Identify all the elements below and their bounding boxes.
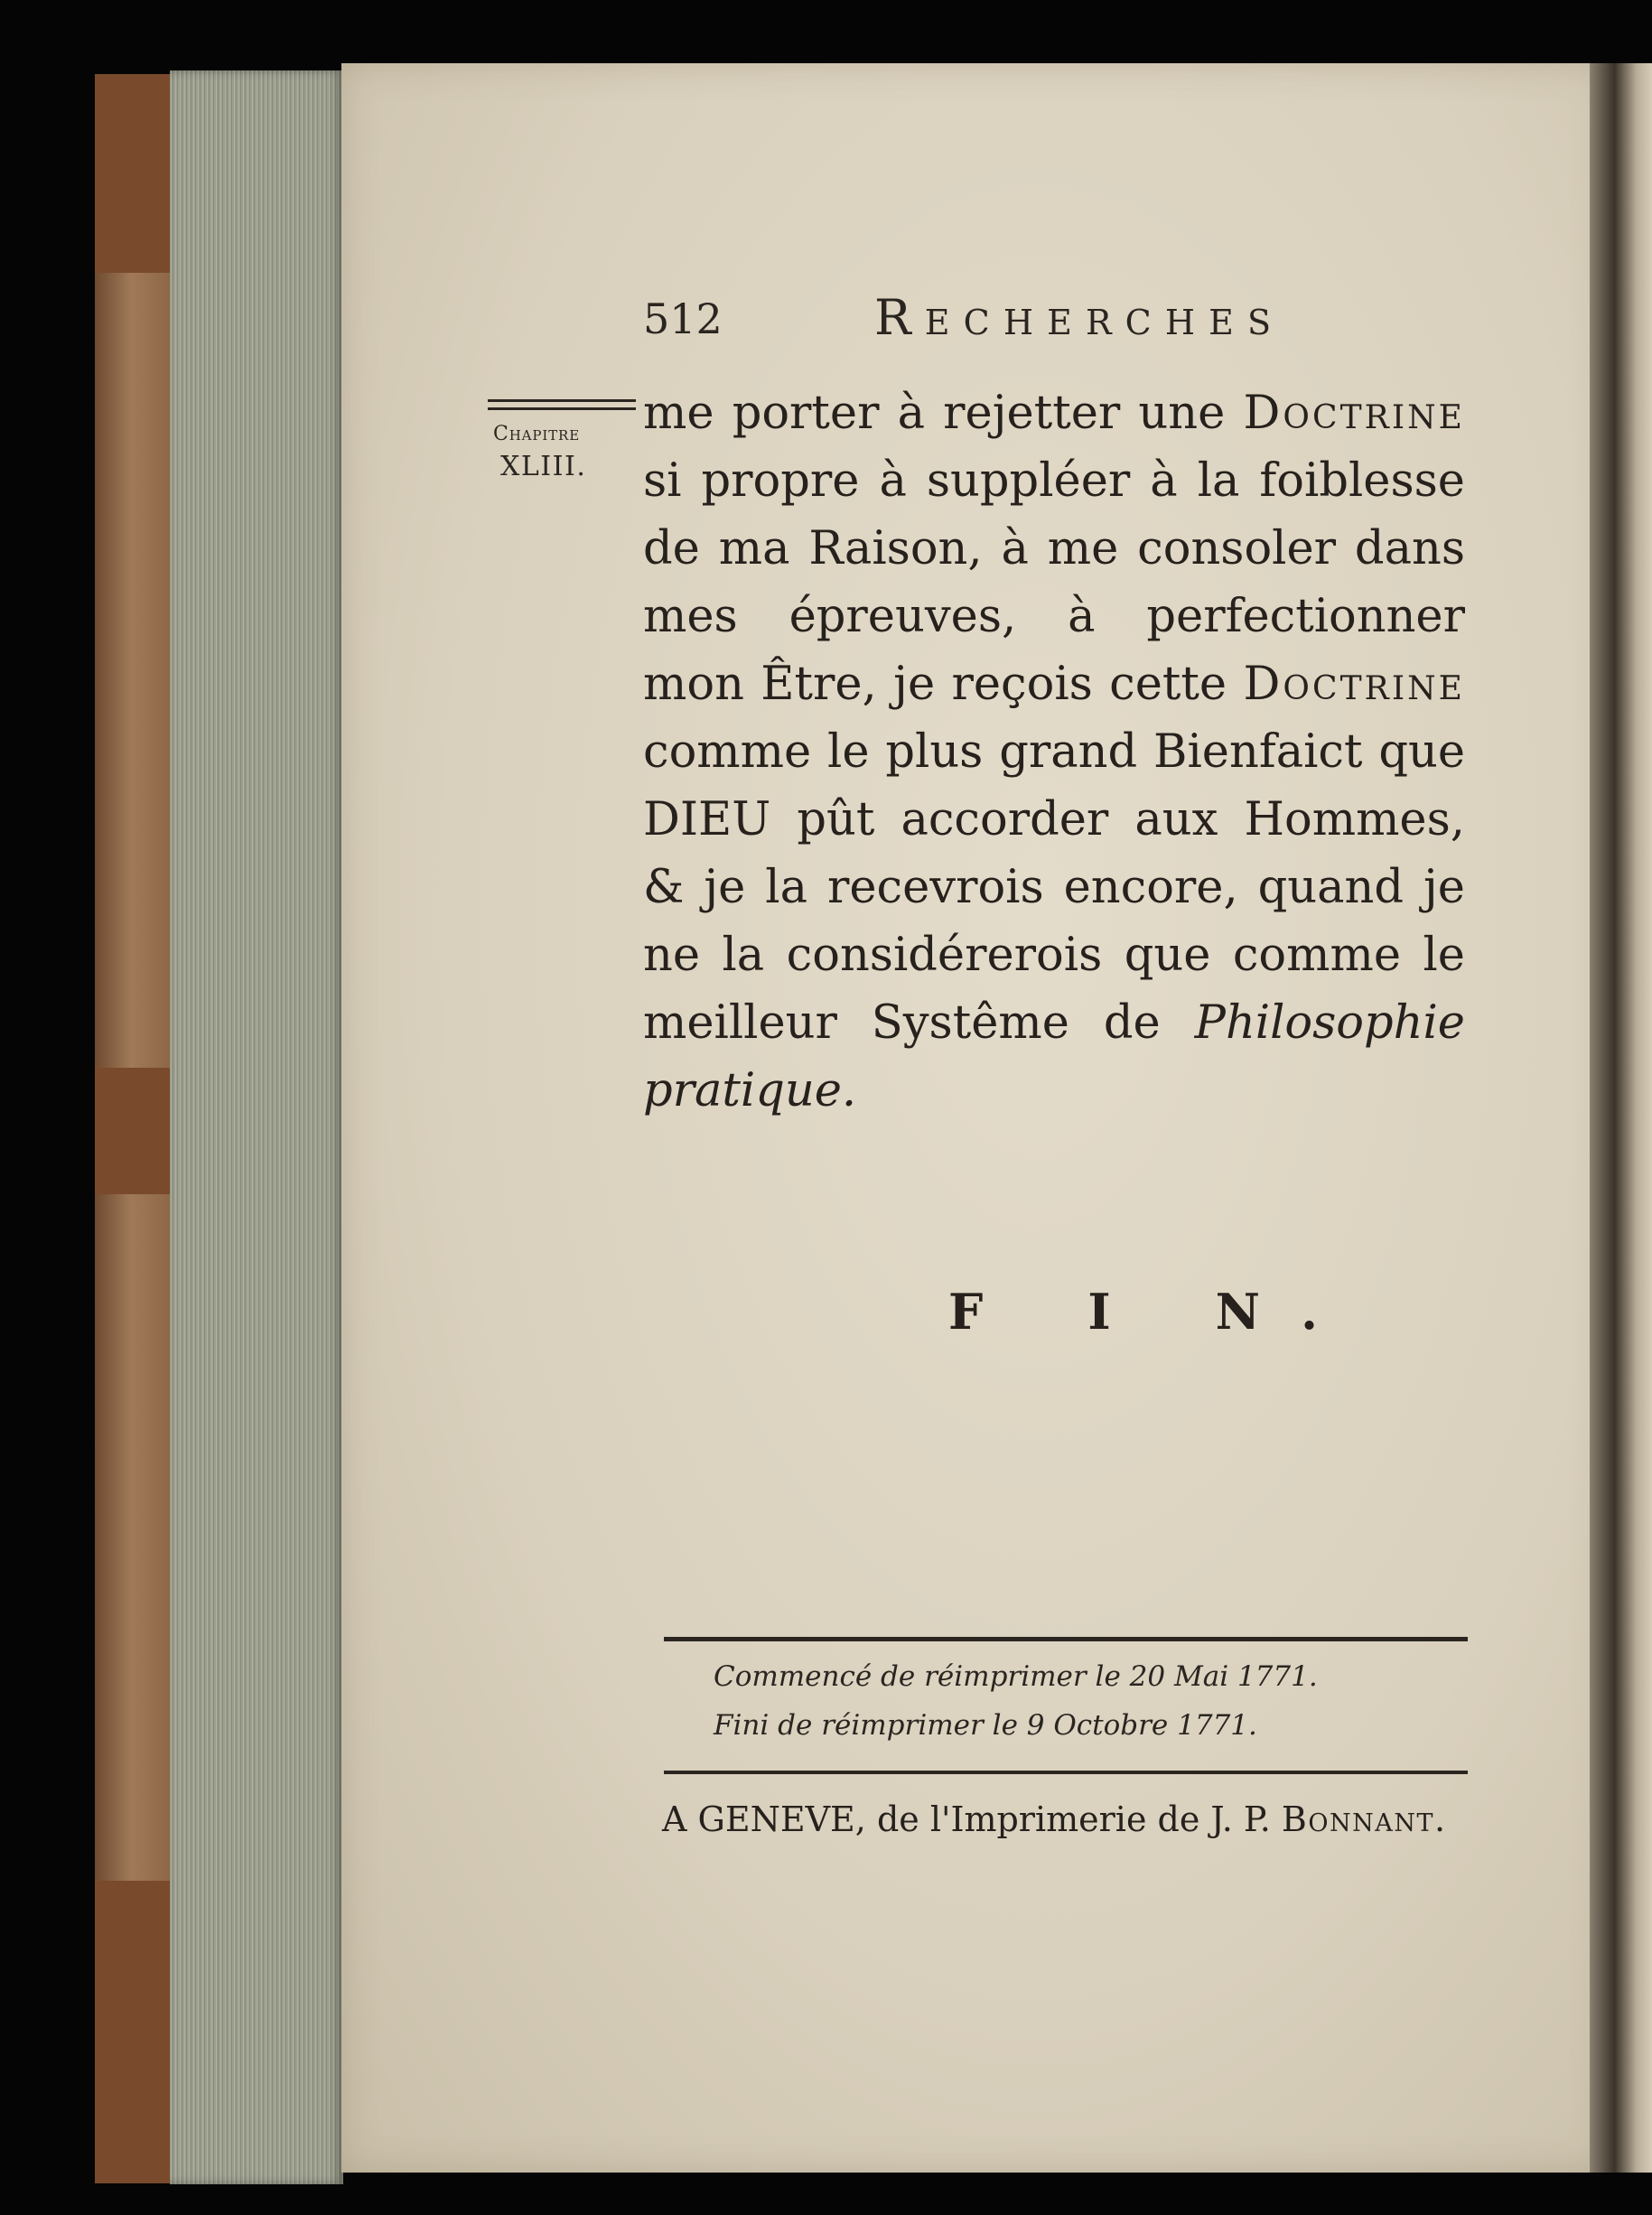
fin-heading: F I N. [948, 1283, 1362, 1341]
running-title: Recherches [874, 289, 1285, 346]
chapter-label: Chapitre [493, 423, 581, 445]
body-text-2: si propre à suppléer à la foiblesse de ma Raison, à me consoler dans mes épreuves, à perfectionner mon Être, je reçois cette [643, 454, 1465, 711]
colophon-rule-bottom [664, 1771, 1468, 1774]
colophon-line-2: Fini de réimprimer le 9 Octobre 1771. [714, 1709, 1257, 1742]
colophon-rule-top [664, 1637, 1468, 1641]
body-paragraph [643, 379, 1465, 1125]
italic-philosophie: Philosophie pratique. [643, 996, 1465, 1117]
book-cover [95, 74, 176, 2183]
imprint-line [662, 1799, 1447, 1839]
doctrine-small-caps-2: Doctrine [1243, 658, 1465, 711]
chapter-margin-note [488, 399, 636, 482]
page-edges [170, 70, 343, 2184]
printer-name: Bonnant. [1281, 1799, 1447, 1839]
body-text-3: comme le plus grand Bienfaict que DIEU pût accorder aux Hommes, & je la recevrois encore, quand je ne la considérerois que comme le meilleur Systême de [643, 725, 1465, 1050]
body-text-1: me porter à rejetter une [643, 387, 1244, 440]
page-number: 512 [643, 294, 723, 343]
book-gutter [1590, 63, 1652, 2173]
colophon-line-1: Commencé de réimprimer le 20 Mai 1771. [714, 1660, 1318, 1693]
chapter-number: XLIII. [500, 451, 587, 482]
doctrine-small-caps-1: Doctrine [1243, 387, 1465, 440]
margin-rule [488, 399, 636, 410]
imprint-text: A GENEVE, de l'Imprimerie de J. P. [662, 1799, 1282, 1839]
